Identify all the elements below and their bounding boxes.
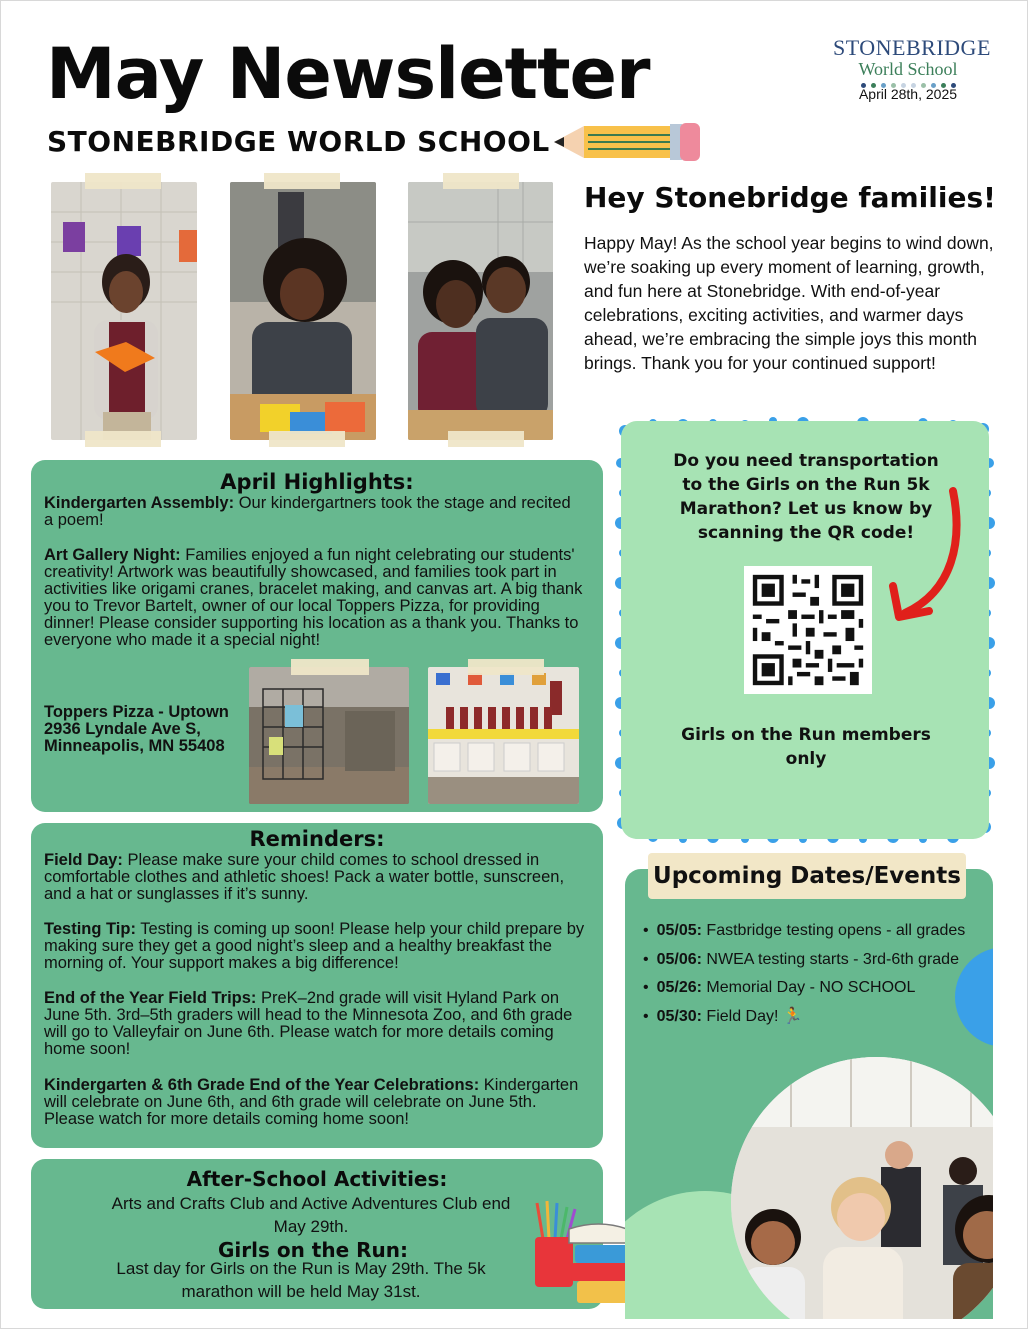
reminder-text: PreK–2nd grade will visit Hyland Park on June 5th. 3rd–5th graders will head to the Minnesota Zoo, and 6th grade will go to Valleyfair on June 6th. Please watch for more details coming home soon! bbox=[44, 989, 573, 1058]
reminder-label: Kindergarten & 6th Grade End of the Year Celebrations: bbox=[44, 1076, 480, 1094]
highlight-kindergarten-text: Our kindergartners took the stage and recited a poem! bbox=[44, 494, 571, 529]
reminder-text: Please make sure your child comes to school dressed in comfortable clothes and athletic shoes! Pack a water bottle, sunscreen, and a hat or sunglasses if it’s sunny. bbox=[44, 851, 565, 903]
reminder-label: Field Day: bbox=[44, 851, 123, 869]
reminder-field-trips bbox=[44, 990, 589, 1058]
event-date: 05/06: bbox=[656, 950, 702, 968]
event-date: 05/26: bbox=[656, 979, 702, 996]
address-line-3: Minneapolis, MN 55408 bbox=[44, 737, 225, 755]
reminders-panel bbox=[31, 823, 603, 1148]
red-arrow-icon bbox=[883, 481, 973, 631]
classroom-photo bbox=[731, 1057, 993, 1319]
tape-decoration bbox=[264, 173, 340, 189]
newsletter-date: April 28th, 2025 bbox=[858, 86, 958, 102]
gotr-text: Last day for Girls on the Run is May 29th. The 5k marathon will be held May 31st. bbox=[116, 1259, 486, 1301]
logo-line-2: World School bbox=[858, 59, 958, 79]
highlight-art-text: Families enjoyed a fun night celebrating our students' creativity! Artwork was beautifully showcased, and families took part in activities like origami cranes, bracelet making, and canvas art. A big thank you to Trevor Bartelt, owner of our local Toppers Pizza, for providing dinner! Please consider supporting his location as a thank you. Thanks to everyone who made it a special night! bbox=[44, 546, 583, 649]
highlights-heading: April Highlights: bbox=[220, 470, 414, 494]
tape-decoration bbox=[85, 173, 161, 189]
reminder-field-day bbox=[44, 852, 589, 903]
transportation-panel bbox=[621, 421, 989, 839]
tape-decoration bbox=[269, 431, 345, 447]
pizza-address bbox=[44, 704, 254, 755]
student-photo-3 bbox=[408, 182, 553, 440]
school-logo bbox=[833, 35, 991, 102]
upcoming-events-panel bbox=[625, 869, 993, 1319]
reminder-label: End of the Year Field Trips: bbox=[44, 989, 257, 1007]
event-date: 05/05: bbox=[656, 922, 702, 939]
transportation-question: Do you need transportation to the Girls on the Run 5k Marathon? Let us know by scanning the QR code! bbox=[673, 451, 939, 543]
after-school-heading: After-School Activities: bbox=[186, 1167, 448, 1191]
event-text: Fastbridge testing opens - all grades bbox=[701, 922, 966, 939]
members-only-note: Girls on the Run members only bbox=[681, 725, 931, 769]
art-gallery-photo-1 bbox=[249, 667, 409, 804]
event-item bbox=[643, 974, 965, 1003]
event-item bbox=[643, 1003, 965, 1032]
event-date: 05/30: bbox=[656, 1007, 702, 1025]
after-school-text: Arts and Crafts Club and Active Adventures Club end May 29th. bbox=[111, 1194, 511, 1236]
highlight-art-night bbox=[44, 547, 584, 649]
tape-decoration bbox=[85, 431, 161, 447]
event-text: Field Day! bbox=[701, 1007, 779, 1025]
logo-line-1: STONEBRIDGE bbox=[833, 35, 991, 60]
gotr-heading: Girls on the Run: bbox=[218, 1238, 408, 1262]
address-line-2: 2936 Lyndale Ave S, bbox=[44, 720, 201, 738]
school-name-heading: STONEBRIDGE WORLD SCHOOL bbox=[47, 125, 550, 158]
student-photo-1 bbox=[51, 182, 197, 440]
reminders-heading: Reminders: bbox=[249, 827, 385, 851]
event-text: NWEA testing starts - 3rd-6th grade bbox=[701, 950, 959, 968]
student-photo-2 bbox=[230, 182, 376, 440]
intro-body: Happy May! As the school year begins to wind down, we’re soaking up every moment of learning, growth, and fun here at Stonebridge. With end-of-year celebrations, exciting activities, and warmer days ahead, we’re embracing the simple joys this month brings. Thank you for your continued support! bbox=[584, 233, 994, 373]
after-school-panel bbox=[31, 1159, 603, 1309]
tape-decoration bbox=[443, 173, 519, 189]
events-heading: Upcoming Dates/Events bbox=[648, 853, 966, 899]
highlight-kindergarten-label: Kindergarten Assembly: bbox=[44, 494, 235, 512]
highlight-art-label: Art Gallery Night: bbox=[44, 546, 181, 564]
runner-icon: 🏃 bbox=[782, 1007, 803, 1025]
pencil-icon bbox=[554, 118, 704, 166]
tape-decoration bbox=[448, 431, 524, 447]
intro-heading: Hey Stonebridge families! bbox=[584, 181, 996, 214]
art-gallery-photo-2 bbox=[428, 667, 579, 804]
event-item bbox=[643, 917, 965, 946]
highlight-kindergarten bbox=[44, 495, 584, 529]
reminder-text: Kindergarten will celebrate on June 6th, and 6th grade will celebrate on June 5th. Please watch for more details coming home soon! bbox=[44, 1076, 579, 1128]
reminder-text: Testing is coming up soon! Please help your child prepare by making sure they get a good night’s sleep and a healthy breakfast the morning of. Your support makes a big difference! bbox=[44, 920, 585, 972]
reminder-celebrations bbox=[44, 1077, 589, 1128]
tape-decoration bbox=[468, 659, 544, 675]
events-list bbox=[643, 917, 965, 1031]
qr-code[interactable] bbox=[744, 566, 872, 694]
tape-decoration bbox=[291, 659, 369, 675]
page-title: May Newsletter bbox=[46, 33, 650, 115]
reminder-label: Testing Tip: bbox=[44, 920, 136, 938]
event-item bbox=[643, 946, 965, 975]
address-line-1: Toppers Pizza - Uptown bbox=[44, 703, 229, 721]
event-text: Memorial Day - NO SCHOOL bbox=[701, 979, 916, 996]
reminder-testing-tip bbox=[44, 921, 589, 972]
